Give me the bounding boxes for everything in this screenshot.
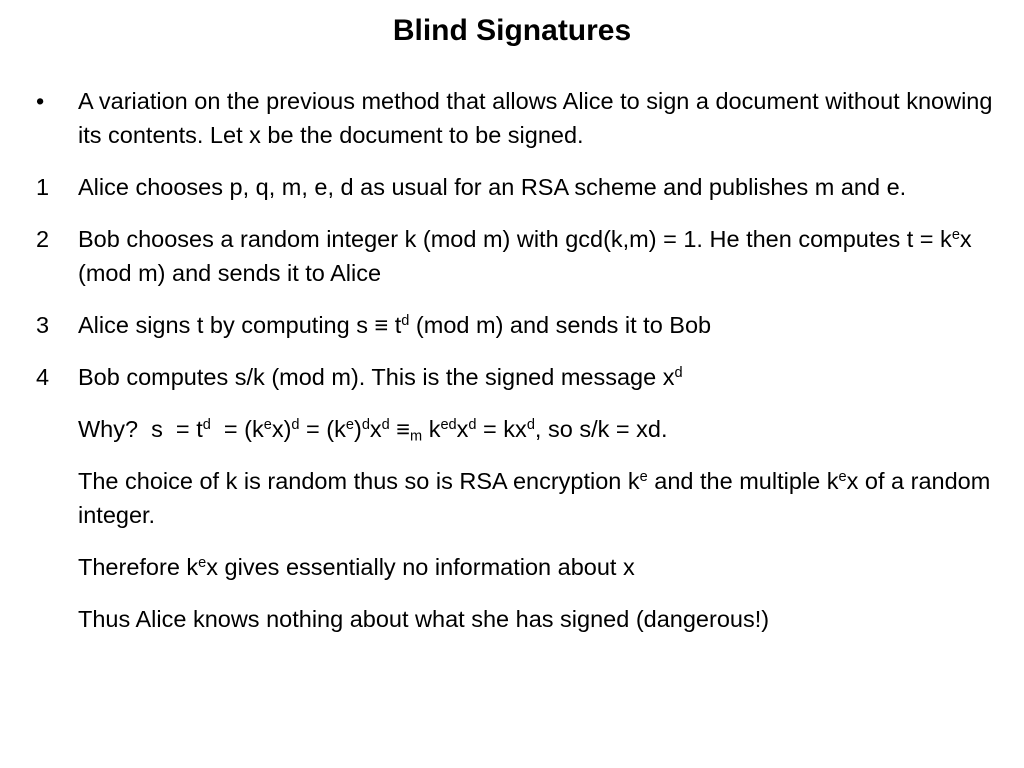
step-number: 3 <box>36 312 50 338</box>
text-run: The choice of k is random thus so is RSA encryption k <box>78 468 640 494</box>
choice-text <box>78 464 996 532</box>
superscript-e: e <box>951 227 960 243</box>
indent-spacer <box>36 550 78 584</box>
text-run: x <box>369 416 382 442</box>
indent-spacer <box>36 412 78 446</box>
text-run: x gives essentially no information about x <box>206 554 635 580</box>
superscript-d: d <box>202 417 211 433</box>
slide-body <box>36 84 996 654</box>
step-4 <box>36 360 996 394</box>
text-run: and the multiple k <box>647 468 839 494</box>
step-number: 2 <box>36 226 50 252</box>
choice-line <box>36 464 996 532</box>
superscript-d: d <box>468 417 477 433</box>
equiv-symbol: ≡ <box>374 312 389 338</box>
text-run: Why? s = t <box>78 416 203 442</box>
text-run: ) <box>353 416 362 442</box>
text-run: , so s/k = xd. <box>534 416 668 442</box>
indent-spacer <box>36 602 78 636</box>
superscript-d: d <box>401 313 410 329</box>
superscript-d: d <box>291 417 300 433</box>
text-run: = kx <box>476 416 527 442</box>
superscript-e: e <box>263 417 272 433</box>
slide-title: Blind Signatures <box>392 14 632 47</box>
step-text: Alice chooses p, q, m, e, d as usual for an RSA scheme and publishes m and e. <box>78 174 907 200</box>
superscript-e: e <box>198 555 207 571</box>
step-text <box>78 360 996 394</box>
text-run: x (mod m) and sends it to Alice <box>78 226 972 286</box>
indent-spacer <box>36 464 78 532</box>
text-run: x <box>456 416 469 442</box>
subscript-m: m <box>410 428 423 445</box>
superscript-e: e <box>345 417 354 433</box>
text-run: Bob computes s/k (mod m). This is the signed message x <box>78 364 675 390</box>
bullet-marker: • <box>36 88 45 114</box>
step-text <box>78 308 996 342</box>
step-1 <box>36 170 996 204</box>
text-run: t <box>388 312 402 338</box>
step-text <box>78 222 996 290</box>
therefore-line <box>36 550 996 584</box>
intro-text: A variation on the previous method that allows Alice to sign a document without knowing its contents. Let x be the document to be signed. <box>78 88 993 148</box>
text-run: Bob chooses a random integer k (mod m) with gcd(k,m) = 1. He then computes t = k <box>78 226 952 252</box>
why-line <box>36 412 996 446</box>
therefore-text <box>78 550 996 584</box>
thus-line <box>36 602 996 636</box>
superscript-d: d <box>381 417 390 433</box>
equiv-symbol: ≡ <box>389 416 411 442</box>
text-run: x of a random integer. <box>78 468 991 528</box>
why-text <box>78 412 996 446</box>
superscript-d: d <box>361 417 370 433</box>
step-3 <box>36 308 996 342</box>
superscript-d: d <box>674 365 683 381</box>
text-run: x) <box>271 416 292 442</box>
step-2 <box>36 222 996 290</box>
superscript-d: d <box>526 417 535 433</box>
text-run: = (k <box>299 416 346 442</box>
text-run: k <box>422 416 441 442</box>
superscript-e: e <box>838 469 847 485</box>
step-number: 1 <box>36 174 50 200</box>
thus-text: Thus Alice knows nothing about what she has signed (dangerous!) <box>78 606 770 632</box>
text-run: Therefore k <box>78 554 199 580</box>
superscript-ed: ed <box>440 417 457 433</box>
step-number: 4 <box>36 364 50 390</box>
superscript-e: e <box>639 469 648 485</box>
text-run: (mod m) and sends it to Bob <box>409 312 712 338</box>
text-run: Alice signs t by computing s <box>78 312 375 338</box>
intro-bullet-item <box>36 84 996 152</box>
text-run: = (k <box>210 416 264 442</box>
